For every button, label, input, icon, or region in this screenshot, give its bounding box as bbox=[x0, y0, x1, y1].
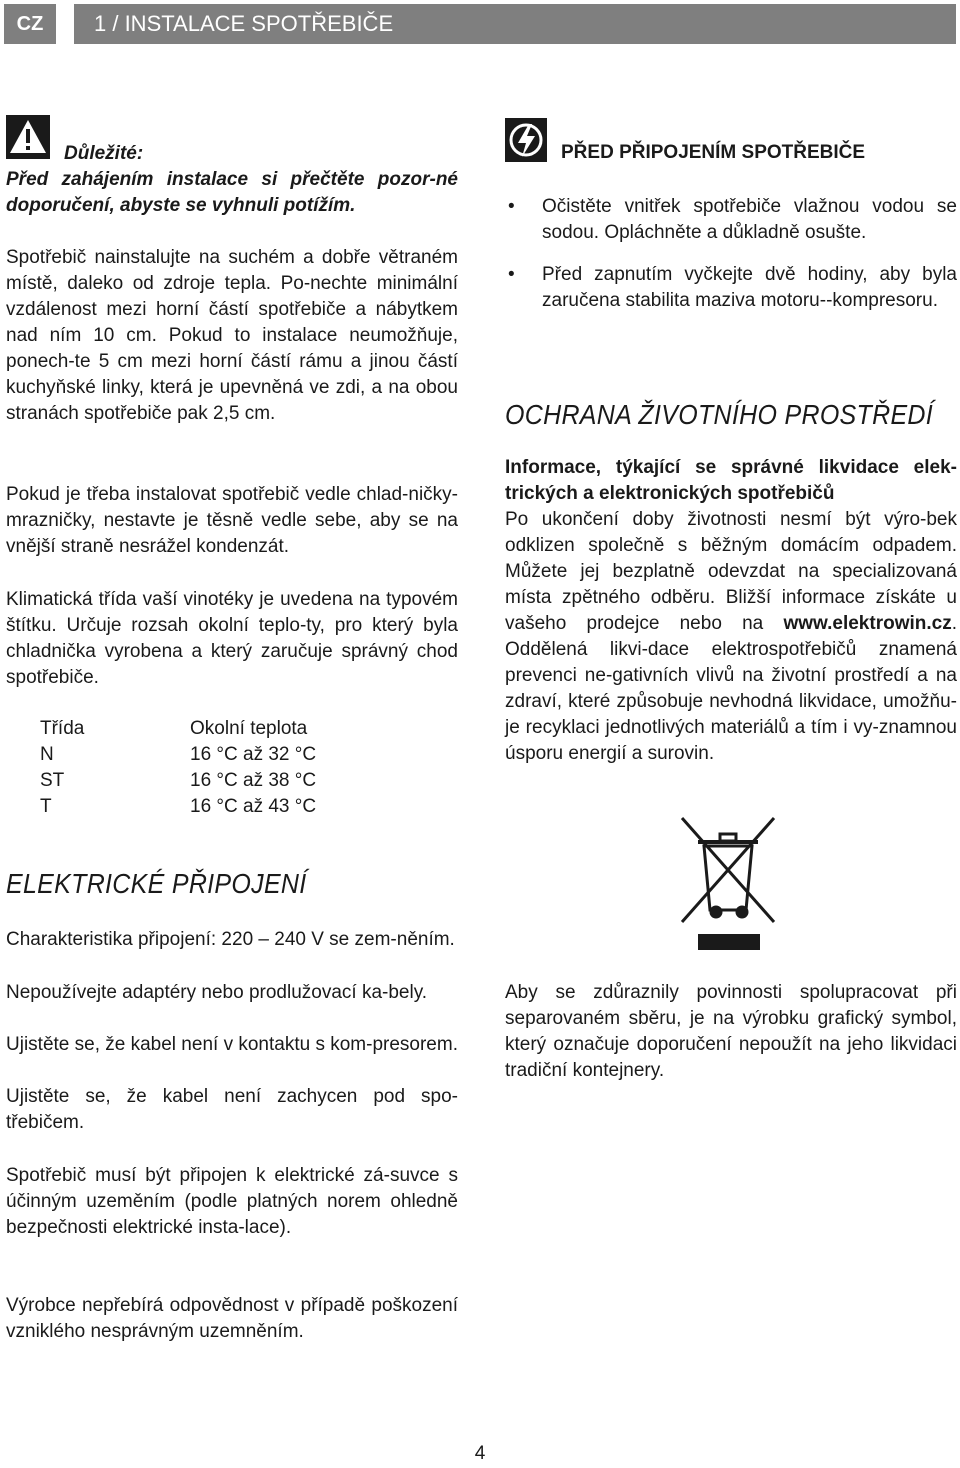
language-tab: CZ bbox=[4, 4, 56, 44]
liability-paragraph: Výrobce nepřebírá odpovědnost v případě poškození vzniklého nesprávným uzemněním. bbox=[6, 1295, 458, 1342]
electric-paragraph: Charakteristika připojení: 220 – 240 V se zem-něním. bbox=[6, 929, 455, 950]
disposal-info-text-1: Po ukončení doby životnosti nesmí být výro-bek odklizen společně s běžným domácím odpadem. Můžete jej bezplatně odevzdat na specializovaná místa zpětného odběru. Bližší informace získáte u vašeho prodejce nebo na bbox=[505, 509, 957, 634]
disposal-info-block bbox=[505, 455, 957, 767]
crossed-bin-icon bbox=[680, 816, 778, 952]
warning-icon bbox=[6, 115, 50, 159]
elektrowin-link[interactable]: www.elektrowin.cz bbox=[783, 613, 952, 634]
list-item: • Očistěte vnitřek spotřebiče vlažnou vodou se sodou. Opláchněte a důkladně osušte. bbox=[505, 194, 957, 246]
disposal-info-text bbox=[505, 507, 957, 767]
preparation-list bbox=[505, 194, 957, 330]
table-header-row bbox=[40, 716, 316, 742]
table-cell: T bbox=[40, 796, 52, 817]
electric-paragraph: Ujistěte se, že kabel není v kontaktu s kom-presorem. bbox=[6, 1034, 458, 1055]
page-title: 1 / INSTALACE SPOTŘEBIČE bbox=[74, 4, 956, 44]
disposal-info-title: Informace, týkající se správné likvidace elek-trických a elektronických spotřebičů bbox=[505, 457, 957, 504]
table-cell: 16 °C až 43 °C bbox=[190, 796, 317, 817]
fridge-proximity-paragraph: Pokud je třeba instalovat spotřebič vedle chlad-ničky-mrazničky, nestavte je těsně vedle sebe, aby se na vnější straně nesrážel kondenzát. bbox=[6, 484, 458, 557]
warning-text: Před zahájením instalace si přečtěte pozor-né doporučení, abyste se vyhnuli potížím. bbox=[6, 169, 458, 216]
table-row bbox=[40, 742, 316, 768]
warning-title: Důležité: bbox=[64, 143, 144, 164]
electric-connection-heading: ELEKTRICKÉ PŘIPOJENÍ bbox=[6, 869, 307, 900]
bin-symbol-paragraph: Aby se zdůraznily povinnosti spolupracovat při separovaném sběru, je na výrobku grafický symbol, který označuje doporučení nepoužít na jeho likvidaci tradiční kontejnery. bbox=[505, 982, 957, 1081]
disposal-info-text-2: . Oddělená likvi-dace elektrospotřebičů znamená prevenci ne-gativních vlivů na životní prostředí a na zdraví, které způsobuje nevhodná likvidace, umožňu-je recyklaci jednotlivých materiálů a tím i vy-znamnou úsporu energií a surovin. bbox=[505, 613, 957, 764]
table-cell: N bbox=[40, 744, 54, 765]
climate-class-table bbox=[40, 716, 316, 820]
electric-paragraph: Nepoužívejte adaptéry nebo prodlužovací ka-bely. bbox=[6, 982, 428, 1003]
installation-paragraph: Spotřebič nainstalujte na suchém a dobře větraném místě, daleko od zdroje tepla. Po-nechte minimální vzdálenost mezi horní částí spotřebiče a nábytkem nad ním 10 cm. Pokud to instalace neumožňuje, ponech-te 5 cm mezi horní částí rámu a jinou částí kuchyňské linky, která je upevněná ve zdi, a na obou stranách spotřebiče pak 2,5 cm. bbox=[6, 247, 458, 424]
page-number: 4 bbox=[474, 1443, 486, 1464]
table-cell: 16 °C až 38 °C bbox=[190, 770, 317, 791]
electric-paragraph: Ujistěte se, že kabel není zachycen pod spo-třebičem. bbox=[6, 1086, 458, 1133]
table-header: Okolní teplota bbox=[190, 718, 308, 739]
before-connecting-heading: PŘED PŘIPOJENÍM SPOTŘEBIČE bbox=[561, 142, 866, 163]
table-header: Třída bbox=[40, 718, 85, 739]
table-row bbox=[40, 768, 316, 794]
electric-warning-icon bbox=[505, 118, 547, 162]
list-item: • Před zapnutím vyčkejte dvě hodiny, aby byla zaručena stabilita maziva motoru--kompresoru. bbox=[505, 262, 957, 314]
table-cell: ST bbox=[40, 770, 65, 791]
environment-heading: OCHRANA ŽIVOTNÍHO PROSTŘEDÍ bbox=[505, 400, 934, 431]
climate-class-paragraph: Klimatická třída vaší vinotéky je uvedena na typovém štítku. Určuje rozsah okolní teplo-ty, pro který byla chladnička vyrobena a který zaručuje správný chod spotřebiče. bbox=[6, 589, 458, 688]
table-cell: 16 °C až 32 °C bbox=[190, 744, 317, 765]
table-row bbox=[40, 794, 316, 820]
grounding-paragraph: Spotřebič musí být připojen k elektrické zá-suvce s účinným uzeměním (podle platných norem ohledně bezpečnosti elektrické insta-lace). bbox=[6, 1165, 458, 1238]
